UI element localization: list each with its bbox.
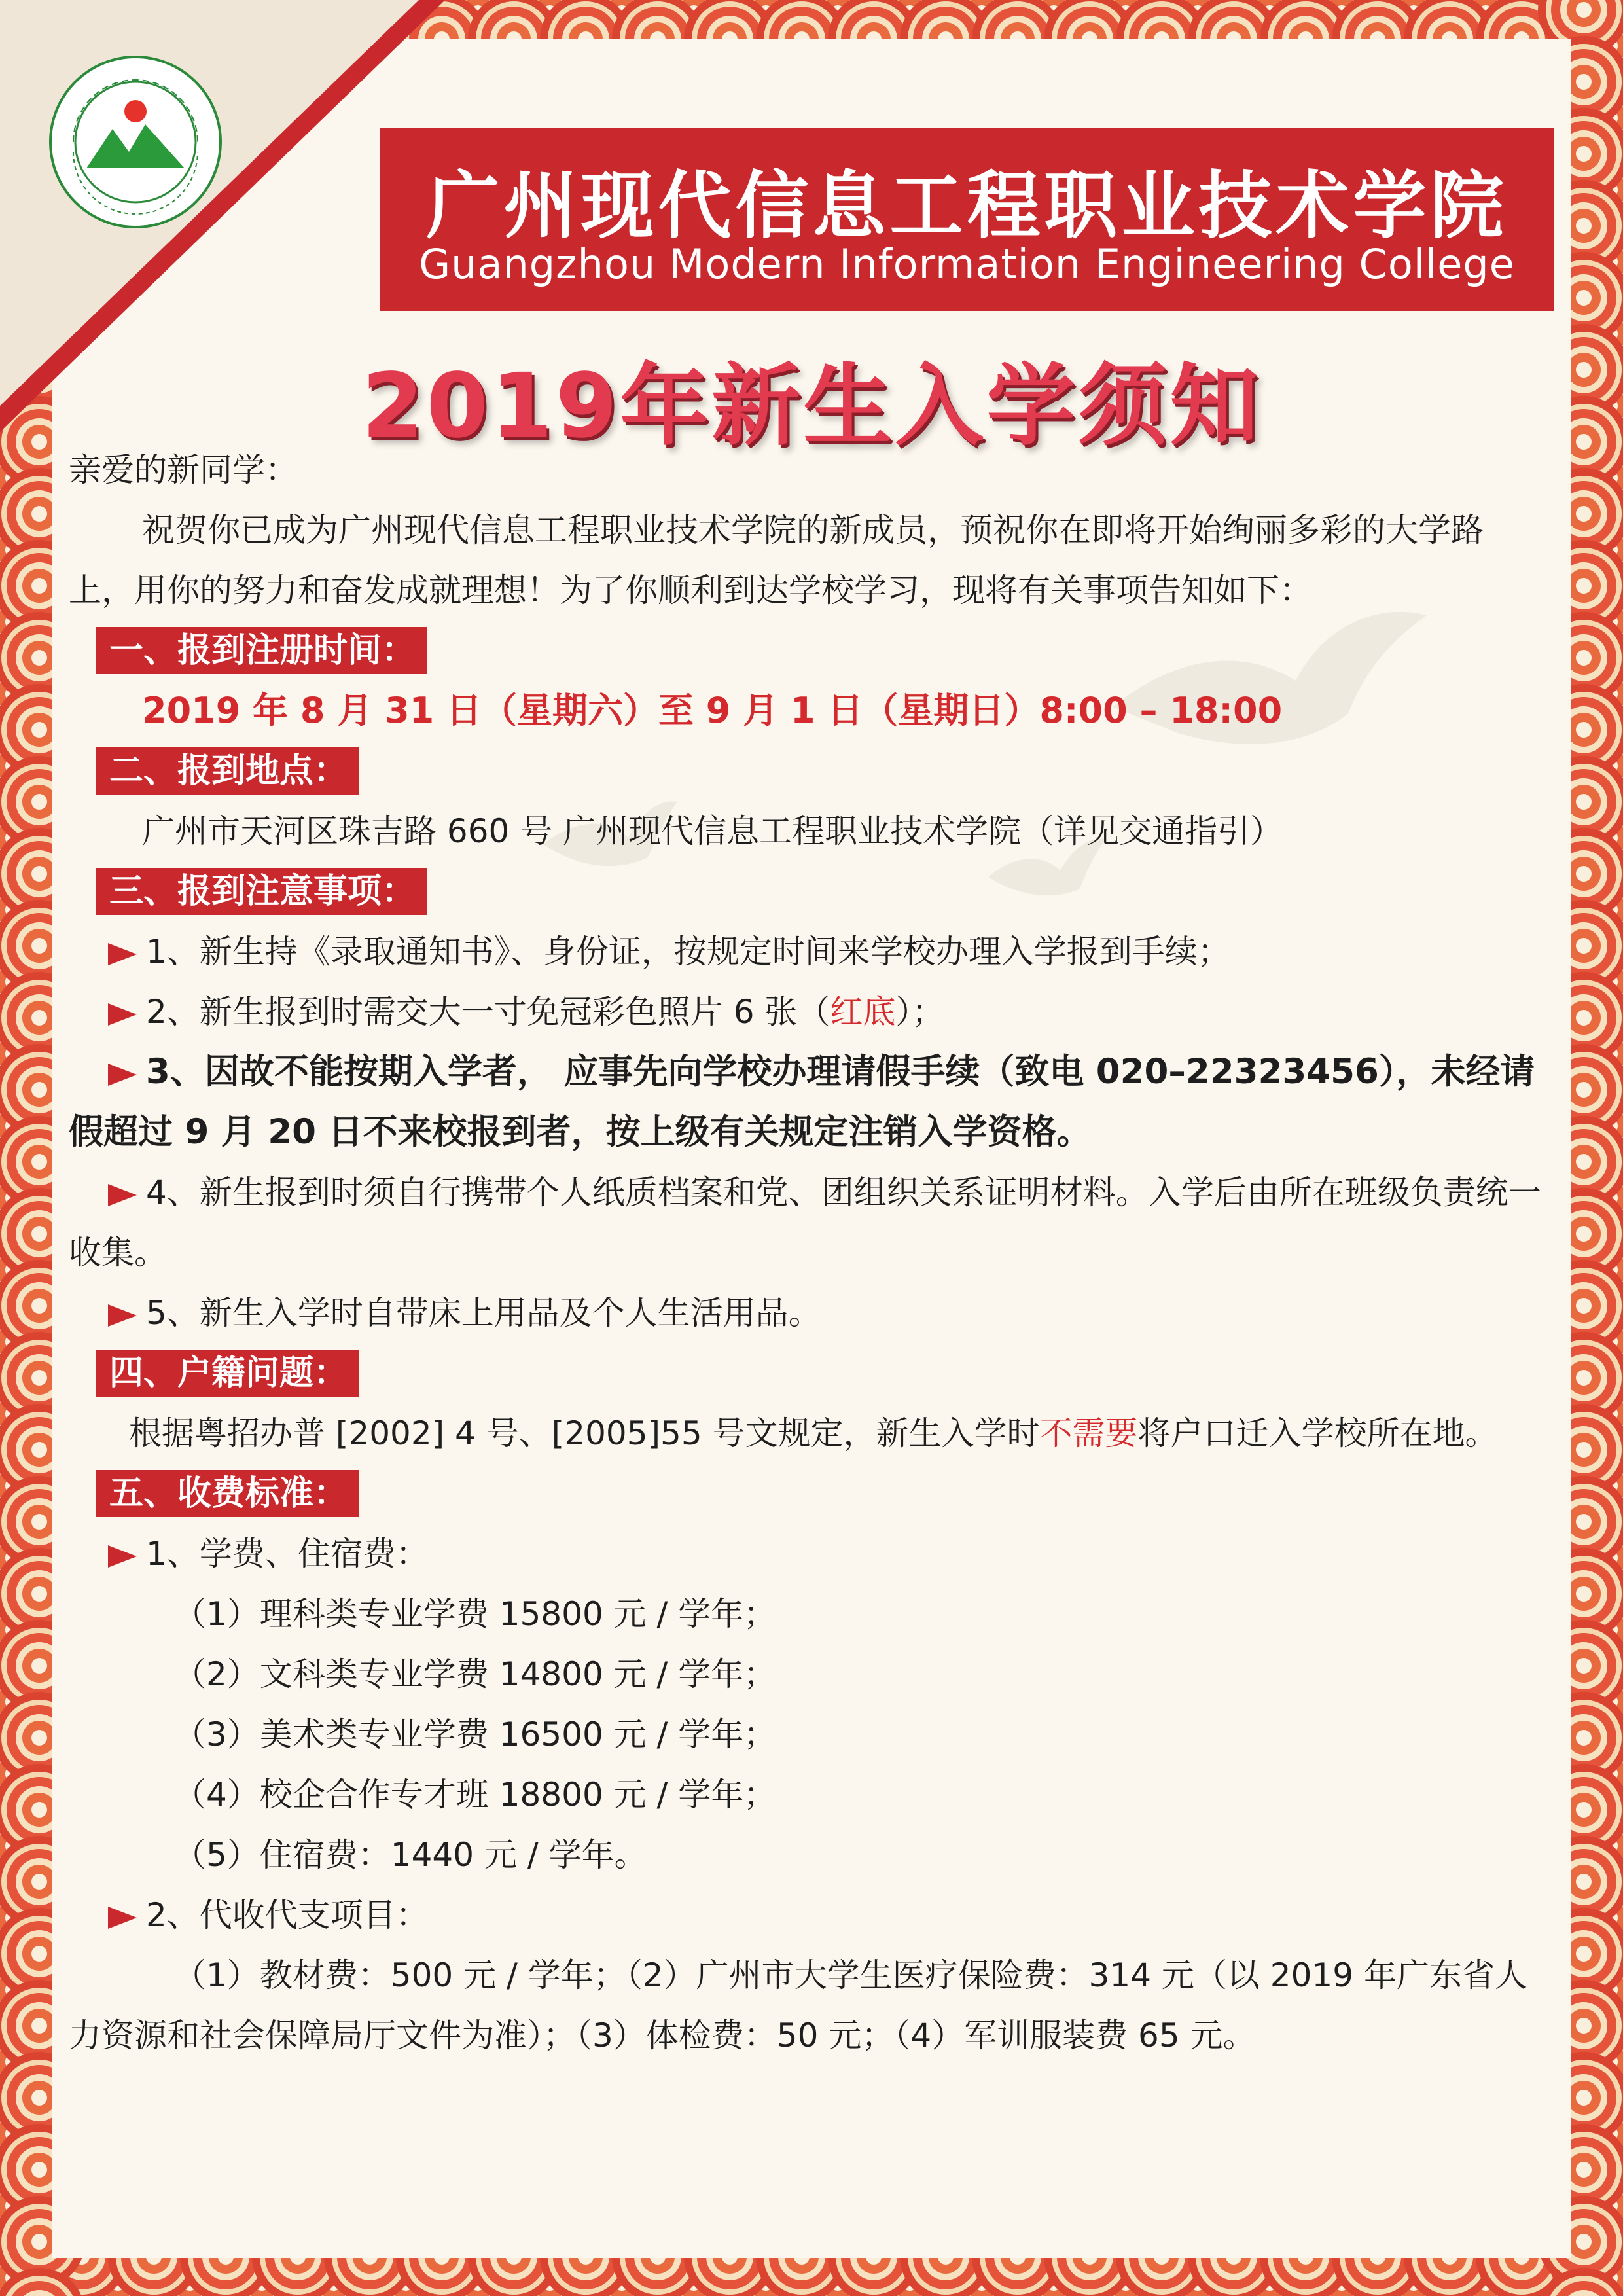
- intro-paragraph: 祝贺你已成为广州现代信息工程职业技术学院的新成员，预祝你在即将开始绚丽多彩的大学路上，用你的努力和奋发成就理想！为了你顺利到达学校学习，现将有关事项告知如下：: [69, 511, 1484, 609]
- section-heading-notes: 三、报到注意事项：: [96, 868, 427, 915]
- misc-subheading: 2、代收代支项目：: [69, 1885, 1541, 1945]
- college-name-cn: 广州现代信息工程职业技术学院: [426, 164, 1508, 249]
- arrow-bullet-icon: [108, 943, 137, 965]
- fee-item: （5）住宿费：1440 元 / 学年。: [173, 1836, 647, 1874]
- section-heading-household: 四、户籍问题：: [96, 1350, 359, 1397]
- misc-fees-paragraph: （1）教材费：500 元 / 学年；（2）广州市大学生医疗保险费：314 元（以 2019 年广东省人力资源和社会保障局厅文件为准）；（3）体检费：50 元；（4）军训服装费 65 元。: [69, 1956, 1527, 2054]
- page-title: 2019年新生入学须知: [361, 355, 1262, 458]
- fees-subheading: 1、学费、住宿费：: [69, 1524, 1541, 1584]
- fee-item: （1）理科类专业学费 15800 元 / 学年；: [173, 1595, 777, 1633]
- fee-item: （3）美术类专业学费 16500 元 / 学年；: [173, 1715, 777, 1753]
- note-item-leave: 3、因故不能按期入学者， 应事先向学校办理请假手续（致电 020–22323456），未经请假超过 9 月 20 日不来校报到者，按上级有关规定注销入学资格。: [69, 1052, 1535, 1152]
- arrow-bullet-icon: [108, 1304, 137, 1327]
- college-seal-icon: [47, 54, 224, 230]
- note-item: 2、新生报到时需交大一寸免冠彩色照片 6 张（红底）；: [69, 982, 1541, 1042]
- arrow-bullet-icon: [108, 1064, 137, 1086]
- arrow-bullet-icon: [108, 1545, 137, 1568]
- arrow-bullet-icon: [108, 1184, 137, 1206]
- greeting: 亲爱的新同学：: [69, 451, 298, 489]
- note-item: 1、新生持《录取通知书》、身份证，按规定时间来学校办理入学报到手续；: [69, 922, 1541, 982]
- red-background-note: 红底: [830, 993, 896, 1031]
- arrow-bullet-icon: [108, 1907, 137, 1929]
- not-required-highlight: 不需要: [1039, 1414, 1138, 1452]
- registration-place: 广州市天河区珠吉路 660 号 广州现代信息工程职业技术学院（详见交通指引）: [142, 812, 1283, 850]
- section-heading-fees: 五、收费标准：: [96, 1470, 359, 1517]
- notice-body: [69, 440, 1541, 2066]
- note-item: 5、新生入学时自带床上用品及个人生活用品。: [69, 1283, 1541, 1343]
- registration-time: 2019 年 8 月 31 日（星期六）至 9 月 1 日（星期日）8:00 – 18:00: [142, 690, 1283, 731]
- college-name-en: Guangzhou Modern Information Engineering College: [419, 240, 1515, 288]
- note-item: 4、新生报到时须自行携带个人纸质档案和党、团组织关系证明材料。入学后由所在班级负责统一收集。: [69, 1174, 1541, 1272]
- household-paragraph: 根据粤招办普 [2002] 4 号、[2005]55 号文规定，新生入学时不需要将户口迁入学校所在地。: [129, 1414, 1498, 1452]
- fee-item: （4）校企合作专才班 18800 元 / 学年；: [173, 1776, 777, 1814]
- fee-item: （2）文科类专业学费 14800 元 / 学年；: [173, 1655, 777, 1693]
- section-heading-registration-time: 一、报到注册时间：: [96, 627, 427, 674]
- arrow-bullet-icon: [108, 1003, 137, 1026]
- college-name-banner: [380, 128, 1554, 311]
- section-heading-registration-place: 二、报到地点：: [96, 747, 359, 795]
